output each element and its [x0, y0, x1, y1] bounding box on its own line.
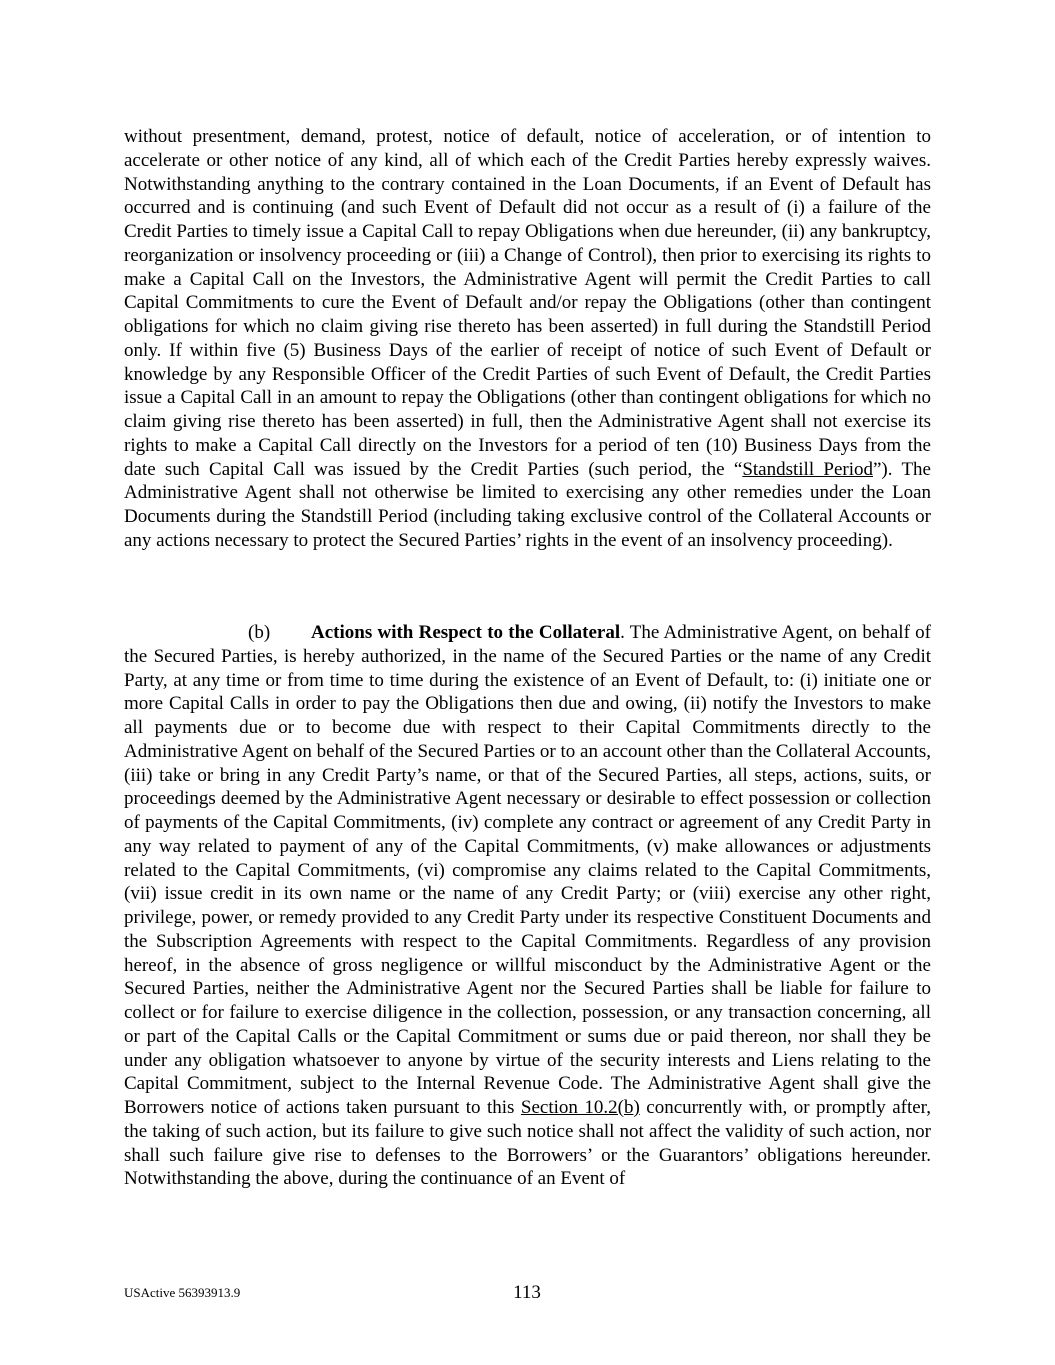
paragraph-continuation [124, 125, 931, 553]
paragraph-text: without presentment, demand, protest, notice of default, notice of acceleration, or of intention to accelerate or other notice of any kind, all of which each of the Credit Parties hereby expressly waives. Notwithstanding anything to the contrary contained in the Loan Documents, if an Event of Default has occurred and is continuing (and such Event of Default did not occur as a result of (i) a failure of the Credit Parties to timely issue a Capital Call to repay Obligations when due hereunder, (ii) any bankruptcy, reorganization or insolvency proceeding or (iii) a Change of Control), then prior to exercising its rights to make a Capital Call on the Investors, the Administrative Agent will permit the Credit Parties to call Capital Commitments to cure the Event of Default and/or repay the Obligations (other than contingent obligations for which no claim giving rise thereto has been asserted) in full during the Standstill Period only. If within five (5) Business Days of the earlier of receipt of notice of such Event of Default or knowledge by any Responsible Officer of the Credit Parties of such Event of Default, the Credit Parties issue a Capital Call in an amount to repay the Obligations (other than contingent obligations for which no claim giving rise thereto has been asserted) in full, then the Administrative Agent shall not exercise its rights to make a Capital Call directly on the Investors for a period of ten (10) Business Days from the date such Capital Call was issued by the Credit Parties (such period, the “ [124, 126, 931, 480]
paragraph-text: . The Administrative Agent, on behalf of the Secured Parties, is hereby authorized, in the name of the Secured Parties or the name of any Credit Party, at any time or from time to time during the existence of an Event of Default, to: (i) initiate one or more Capital Calls in order to pay the Obligations then due and owing, (ii) notify the Investors to make all payments due or to become due with respect to their Capital Commitments directly to the Administrative Agent on behalf of the Secured Parties or to an account other than the Collateral Accounts, (iii) take or bring in any Credit Party’s name, or that of the Secured Parties, all steps, actions, suits, or proceedings deemed by the Administrative Agent necessary or desirable to effect possession or collection of payments of the Capital Commitments, (iv) complete any contract or agreement of any Credit Party in any way related to payment of any of the Capital Commitments, (v) make allowances or adjustments related to the Capital Commitments, (vi) compromise any claims related to the Capital Commitments, (vii) issue credit in its own name or the name of any Credit Party; or (viii) exercise any other right, privilege, power, or remedy provided to any Credit Party under its respective Constituent Documents and the Subscription Agreements with respect to the Capital Commitments. Regardless of any provision hereof, in the absence of gross negligence or willful misconduct by the Administrative Agent or the Secured Parties, neither the Administrative Agent nor the Secured Parties shall be liable for failure to collect or for failure to exercise diligence in the collection, possession, or any transaction concerning, all or part of the Capital Calls or the Capital Commitment or sums due or paid thereon, nor shall they be under any obligation whatsoever to anyone by virtue of the security interests and Liens relating to the Capital Commitment, subject to the Internal Revenue Code. The Administrative Agent shall give the Borrowers notice of actions taken pursuant to this [124, 622, 931, 1118]
defined-term-standstill-period: Standstill Period [742, 458, 873, 480]
subsection-heading: Actions with Respect to the Collateral [311, 622, 621, 643]
subsection-label: (b) [248, 622, 271, 643]
paragraph-text: ”). The Administrative Agent shall not otherwise be limited to exercising any other remedies under the Loan Documents during the Standstill Period (including taking exclusive control of the Collateral Accounts or any actions necessary to protect the Secured Parties’ rights in the event of an insolvency proceeding). [124, 458, 931, 551]
section-reference: Section 10.2(b) [520, 1097, 640, 1118]
paragraph-text: concurrently with, or promptly after, the taking of such action, but its failure to give such notice shall not affect the validity of such action, nor shall such failure give rise to defenses to the Borrowers’ or the Guarantors’ obligations hereunder. Notwithstanding the above, during the continuance of an Event of [124, 1097, 931, 1190]
paragraph-b [124, 621, 931, 1191]
page-number: 113 [513, 1282, 541, 1303]
footer-document-id: USActive 56393913.9 [124, 1285, 241, 1300]
